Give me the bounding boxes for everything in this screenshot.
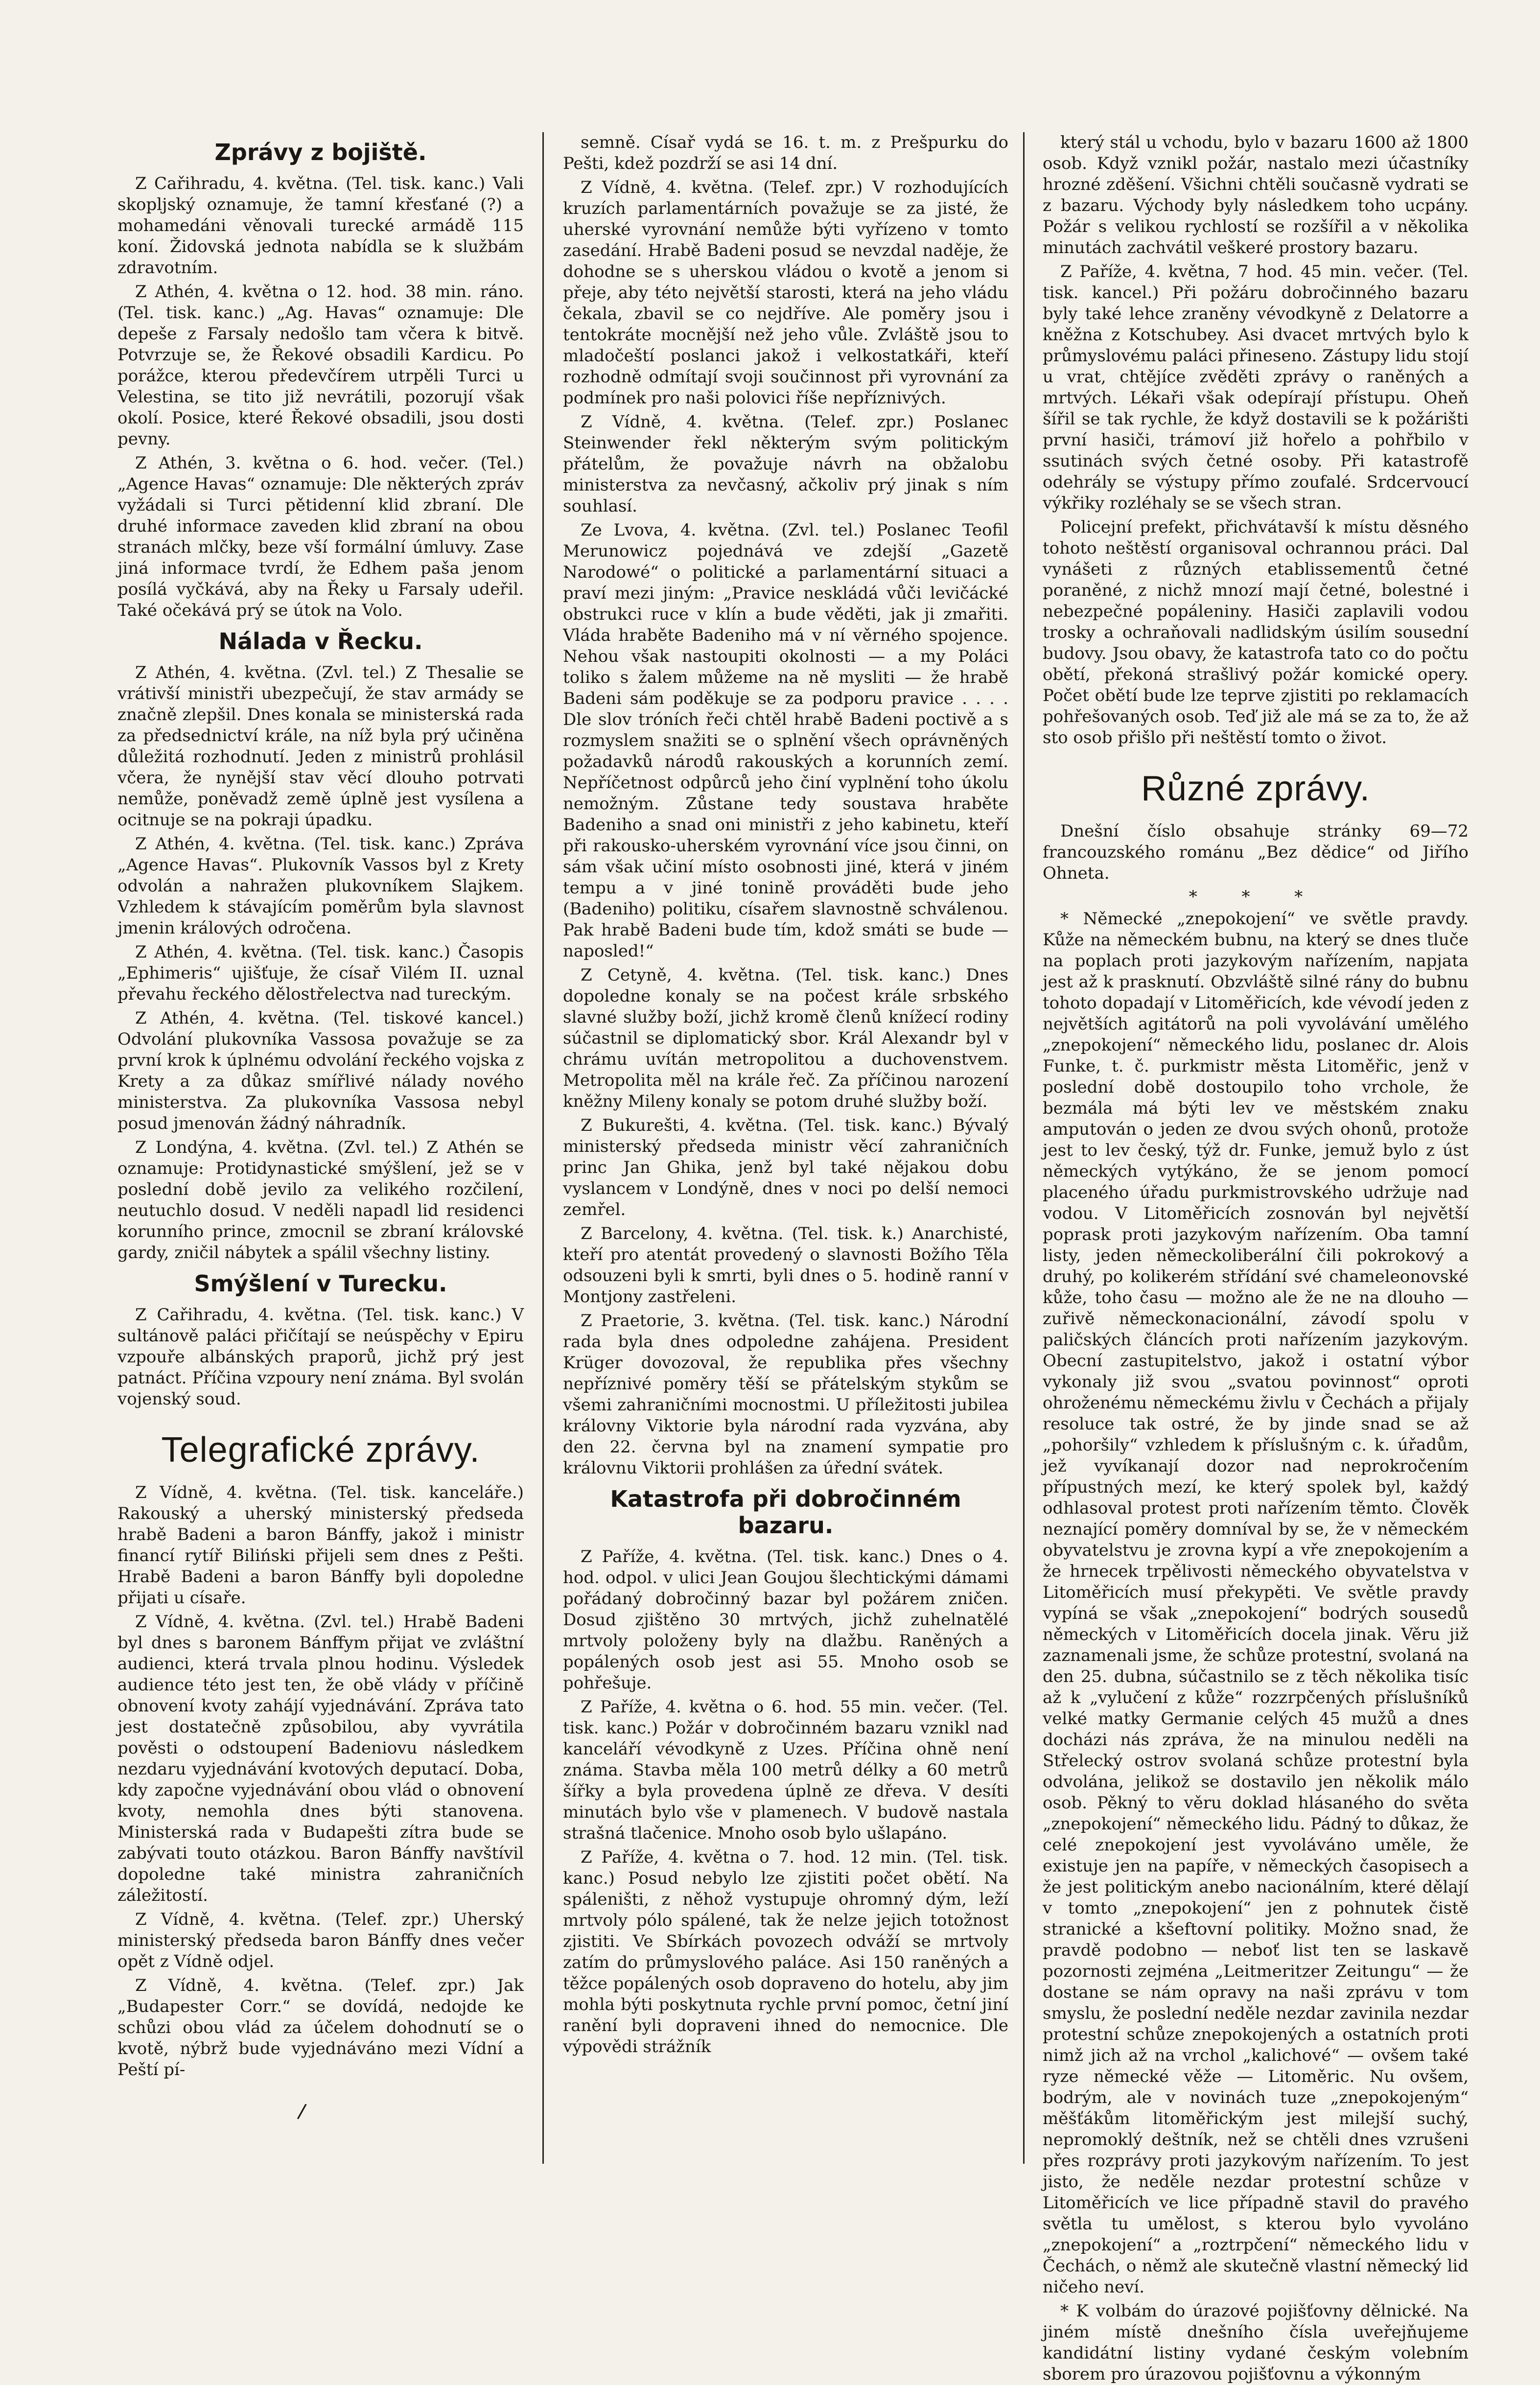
column-divider <box>542 132 544 2164</box>
article-paragraph: Z Vídně, 4. května. (Telef. zpr.) Poslanec Steinwender řekl některým svým politickým přátelům, že považuje návrh na obžalobu ministerstva za nevčasný, ačkoliv prý jinak s ním souhlasí. <box>563 412 1008 516</box>
article-paragraph: Z Bukurešti, 4. května. (Tel. tisk. kanc.) Bývalý ministerský předseda ministr věcí zahraničních princ Jan Ghika, jenž byl také nějakou dobu vyslancem v Londýně, dnes v noci po delší nemoci zemřel. <box>563 1116 1008 1219</box>
article-paragraph: Z Paříže, 4. května, 7 hod. 45 min. večer. (Tel. tisk. kancel.) Při požáru dobročinného bazaru byly také lehce zraněny vévodkyně z Delatorre a kněžna z Kotschubey. Asi dvacet mrtvých bylo k průmyslovému paláci přineseno. Zástupy lidu stojí u vrat, chtějíce zvěděti zprávy o raněných a mrtvých. Lékaři však odepírají přístupu. Oheň šířil se tak rychle, že když dostavili se k požárišti první hasiči, trámoví již hořelo a pohřbilo v ssutinách svých četné osoby. Při katastrofě odehrály se výstupy přímo zoufalé. Srdcervoucí výkřiky rozléhaly se se všech stran. <box>1043 262 1469 513</box>
section-heading: Nálada v Řecku. <box>218 628 423 655</box>
article-paragraph: Z Vídně, 4. května. (Telef. zpr.) Jak „Budapester Corr.“ se dovídá, nedojde ke schůzi obou vlád za účelem dohodnutí se o kvotě, nýbrž bude vyjednáváno mezi Vídní a Peští pí- <box>117 1976 524 2080</box>
article-paragraph: Z Athén, 4. května. (Tel. tisk. kanc.) Časopis „Ephimeris“ ujišťuje, že císař Vilém II. uznal převahu řeckého dělostřelectva nad tureckým. <box>117 942 524 1004</box>
article-paragraph: Z Paříže, 4. května. (Tel. tisk. kanc.) Dnes o 4. hod. odpol. v ulici Jean Goujou šlechtickými dámami pořádaný dobročinný bazar byl požárem zničen. Dosud zjištěno 30 mrtvých, jichž zuhelnatělé mrtvoly položeny byly na dlažbu. Raněných a popálených osob jest asi 55. Mnoho osob se pohřešuje. <box>563 1547 1008 1693</box>
article-paragraph: Z Cařihradu, 4. května. (Tel. tisk. kanc.) V sultánově paláci přičítají se neúspěchy v Epiru vzpouře albánských praporů, jichž prý jest patnáct. Příčina vzpoury není známa. Byl svolán vojenský soud. <box>117 1305 524 1409</box>
article-paragraph: Dnešní číslo obsahuje stránky 69—72 francouzského románu „Bez dědice“ od Jiřího Ohneta. <box>1043 821 1469 883</box>
article-paragraph: * Německé „znepokojení“ ve světle pravdy. Kůže na německém bubnu, na který se dnes tluče na poplach proti jazykovým nařízením, napjata jest až k prasknutí. Obzvláště silné rány do bubnu tohoto dopadají v Litoměřicích, kde vévodí jeden z největších agitátorů na poli vyvolávání umělého „znepokojení“ německého lidu, poslanec dr. Alois Funke, t. č. purkmistr města Litoměřic, jenž v poslední době dostoupilo toho vrchole, že bezmála má býti lev ve městském znaku amputován o jeden ze dvou svých ohonů, protože jest to lev český, týž dr. Funke, jemuž bylo z úst německých vytýkáno, že se jenom pomocí placeného úřadu purkmistrovského udržuje nad vodou. V Litoměřicích zosnován byl největší poprask proti jazykovým nařízením. Oba tamní listy, jeden německoliberální čili pokrokový a druhý, po kolikerém střídání své chameleonovské kůže, toho času — možno ale že ne na dlouho — zuřivě německonacionální, závodí spolu v paličských článcích proti nařízením jazykovým. Obecní zastupitelstvo, jakož i ostatní výbor vykonaly již svou „svatou povinnost“ oproti ohroženému německému živlu v Čechách a přijaly resoluce tak ostré, že by jinde snad se až „pohoršily“ vzhledem k příslušným c. k. úřadům, jež vyvíkanají dozor nad neprokročením přípustných mezí, ke který spolek byl, každý odhlasoval protest proti nařízením těmto. Člověk neznající poměry domníval by se, že v německém obyvatelstvu je zrovna kypí a vře znepokojením a že hrnecek trpělivosti německého obyvatelstva v Litoměřicích musí překypěti. Ve světle pravdy vypíná se však „znepokojení“ bodrých sousedů německých v Litoměřicích docela jinak. Věru již zaznamenali jsme, že schůze protestní, svolaná na den 25. dubna, súčastnilo se z těch několika tisíc až k „vylučení z kůže“ rozzrpčených příslušníků velké matky Germanie celých 45 mužů a dnes docházi nás zpráva, že na minulou neděli na Střelecký ostrov svolaná schůze protestní byla odvolána, jelikož se dostavilo jen několik málo osob. Pěkný to věru doklad hlásaného do světa „znepokojení“ německého lidu. Pádný to důkaz, že celé znepokojení jest vyvoláváno uměle, že existuje jen na papíře, v německých časopisech a že jest politickým anebo nacionálním, které dělají v tomto „znepokojení“ jen z pohnutek čistě stranické a kšeftovní politiky. Možno snad, že pravdě podobno — neboť list ten se laskavě pozornosti zejména „Leitmeritzer Zeitungu“ — že dostane se nám opravy na naši zprávu v tom smyslu, že poslední neděle nezdar zavinila nezdar protestní schůze znepokojených a ostatních proti nimž jich až na vrchol „kalichové“ — ovšem také ryze německé věže — Litoměric. Nu ovšem, bodrým, ale v novinách tuze „znepokojeným“ měšťákům litoměřickým jest milejší suchý, nepromoklý deštník, než se chtěli dnes vzrušeni přes rozprávy proti jazykovým nařízením. To jest jisto, že neděle nezdar protestní schůze v Litoměřicích ve lice případně stavil do pravého světla tu umělost, s kterou bylo vyvoláno „znepokojení“ a „roztrpčení“ německého lidu v Čechách, o němž ale skutečně vlastní německý lid ničeho neví. <box>1043 909 1469 2297</box>
article-paragraph: Z Vídně, 4. května. (Zvl. tel.) Hrabě Badeni byl dnes s baronem Bánffym přijat ve zvláštní audienci, která trvala plnou hodinu. Výsledek audience této jest ten, že obě vlády v příčině obnovení kvoty zahájí vyjednávání. Zpráva tato jest dostatečně způsobilou, aby vyvrátila pověsti o odstoupení Badeniovu následkem nezdaru vyjednávání kvotových deputací. Doba, kdy započne vyjednávání obou vlád o obnovení kvoty, nemohla dnes býti stanovena. Ministerská rada v Budapešti zítra bude se zabývati touto otázkou. Baron Bánffy navštívil dopoledne také ministra zahraničních záležitostí. <box>117 1612 524 1905</box>
asterism-separator: * * * <box>1189 887 1323 907</box>
article-paragraph: semně. Císař vydá se 16. t. m. z Prešpurku do Pešti, kdež pozdrží se asi 14 dní. <box>563 133 1008 173</box>
article-paragraph: Z Vídně, 4. května. (Tel. tisk. kanceláře.) Rakouský a uherský ministerský předseda hrabě Badeni a baron Bánffy, jakož i ministr financí rytíř Biliński přijeli sem dnes z Pešti. Hrabě Badeni a baron Bánffy byli dopoledne přijati u císaře. <box>117 1483 524 1608</box>
newspaper-page <box>117 132 1469 2384</box>
section-heading: Katastrofa při dobročinném bazaru. <box>610 1486 961 1539</box>
article-paragraph: Ze Lvova, 4. května. (Zvl. tel.) Poslanec Teofil Merunowicz pojednává ve zdejší „Gazetě Narodowé“ o politické a parlamentární situaci a praví mezi jiným: „Pravice neskládá vůči levičácké obstrukci ruce v klín a bude věděti, jak ji zmařiti. Vláda hraběte Badeniho má v ní věrného spojence. Nehou však nastoupiti okolnosti — a my Poláci toliko s žalem můžeme na ně mysliti — že hrabě Badeni sám poděkuje se za podporu pravice . . . . Dle slov tróních řeči chtěl hrabě Badeni poctivě a s rozmyslem snažiti se o splnění všech oprávněných požadavků národů rakouských a korunních zemí. Nepříčetnost odpůrců jeho činí vyplnění toho úkolu nemožným. Zůstane tedy soustava hraběte Badeniho a snad oni ministři z jeho kabinetu, kteří při rakousko-uherském vyrovnání více jsou činni, on sám však učiní místo osobnosti jiné, která v jiném tempu a v jiné tonině prováděti bude jeho (Badeniho) politiku, císařem slavnostně schválenou. Pak hrabě Badeni bude tím, kdož smáti se bude — naposled!“ <box>563 520 1008 961</box>
article-paragraph: Z Athén, 4. května. (Tel. tisk. kanc.) Zpráva „Agence Havas“. Plukovník Vassos byl z Krety odvolán a nahražen plukovníkem Slajkem. Vzhledem k stávajícím poměrům byla slavnost jmenin králových odročena. <box>117 834 524 938</box>
article-paragraph: Z Barcelony, 4. května. (Tel. tisk. k.) Anarchisté, kteří pro atentát provedený o slavnosti Božího Těla odsouzeni byli k smrti, byli dnes o 5. hodině ranní v Montjony zastřeleni. <box>563 1224 1008 1307</box>
column-left <box>117 132 524 2164</box>
article-paragraph: Z Athén, 4. května o 12. hod. 38 min. ráno. (Tel. tisk. kanc.) „Ag. Havas“ oznamuje: Dle depeše z Farsaly nedošlo tam včera k bitvě. Potvrzuje se, že Řekové obsadili Kardicu. Po porážce, kterou předevčírem utrpěli Turci u Velestina, se tito již nevrátili, pozorují však okolí. Posice, které Řekové obsadili, jsou dosti pevny. <box>117 282 524 449</box>
article-paragraph: Z Cetyně, 4. května. (Tel. tisk. kanc.) Dnes dopoledne konaly se na počest krále srbského slavné služby boží, jichž kromě členů knížecí rodiny súčastnil se diplomatický sbor. Král Alexandr byl v chrámu uvítán metropolitou a duchovenstvem. Metropolita měl na krále řeč. Za příčinou narození kněžny Mileny konaly se potom druhé služby boží. <box>563 965 1008 1111</box>
column-divider <box>1023 132 1025 2164</box>
article-paragraph: * K volbám do úrazové pojišťovny dělnické. Na jiném místě dnešního čísla uveřejňujeme kandidátní listiny vydané českým volebním sborem pro úrazovou pojišťovnu a výkonným <box>1043 2301 1469 2384</box>
article-paragraph: Z Paříže, 4. května o 7. hod. 12 min. (Tel. tisk. kanc.) Posud nebylo lze zjistiti počet obětí. Na spáleništi, z něhož vystupuje ohromný dým, leží mrtvoly pólo spálené, tak že nelze jejich totožnost zjistiti. Ve Sbírkách povozech odváží se mrtvoly zatím do průmyslového paláce. Asi 150 raněných a těžce popálených osob dopraveno do hotelu, aby jim mohla býti poskytnuta rychle první pomoc, četní jiní ranění byli dopraveni ihned do nemocnice. Dle výpovědi strážník <box>563 1847 1008 2057</box>
article-paragraph: Z Vídně, 4. května. (Telef. zpr.) Uherský ministerský předseda baron Bánffy dnes večer opět z Vídně odjel. <box>117 1910 524 1971</box>
section-title: Různé zprávy. <box>1141 769 1370 808</box>
article-paragraph: Policejní prefekt, přichvátavší k místu děsného tohoto neštěstí organisoval ochrannou práci. Dal vynášeti z různých etablissementů četné poraněné, z nichž mnozí mají četné, bolestné i nebezpečné popáleniny. Hasiči zaplavili vodou trosky a ochraňovali nadlidským úsilím sousední budovy. Jsou obavy, že katastrofa tato co do počtu obětí, překoná strašlivý požár komické opery. Počet obětí bude lze teprve zjistiti po reklamacích pohřešovaných osob. Teď již ale má se za to, že až sto osob přišlo při neštěstí tomto o život. <box>1043 517 1469 748</box>
article-paragraph: Z Londýna, 4. května. (Zvl. tel.) Z Athén se oznamuje: Protidynastické smýšlení, jež se v poslední době jevilo za velikého rozčilení, neutuchlo dosud. V neděli napadl lid residenci korunního prince, zmocnil se zbraní královské gardy, zničil nábytek a spálil všechny listiny. <box>117 1138 524 1263</box>
article-paragraph: Z Athén, 3. května o 6. hod. večer. (Tel.) „Agence Havas“ oznamuje: Dle některých zpráv vyžádali si Turci pětidenní klid zbraní. Dle druhé informace zaveden klid zbraní na obou stranách mlčky, beze vší formální úmluvy. Zase jiná informace tvrdí, že Edhem paša jenom posílá vyčkává, aby na Řeky u Farsaly udeřil. Také očekává prý se útok na Volo. <box>117 453 524 620</box>
column-middle <box>563 132 1008 2164</box>
article-paragraph: Z Athén, 4. května. (Zvl. tel.) Z Thesalie se vrátivší ministři ubezpečují, že stav armády se značně zlepšil. Dnes konala se ministerská rada za předsednictví krále, na níž byla prý učiněna důležitá rozhodnutí. Jeden z ministrů prohlásil včera, že nynější stav věcí dlouho potrvati nemůže, poněvadž země úplně jest vysílena a ocitnuje se na pokraji úpadku. <box>117 663 524 830</box>
pencil-mark: / <box>296 2100 308 2123</box>
article-paragraph: Z Cařihradu, 4. května. (Tel. tisk. kanc.) Vali skopljský oznamuje, že tamní křesťané (?) a mohamedáni věnovali turecké armádě 115 koní. Židovská jednota nabídla se k službám zdravotním. <box>117 174 524 278</box>
article-paragraph: který stál u vchodu, bylo v bazaru 1600 až 1800 osob. Když vznikl požár, nastalo mezi účastníky hrozné zděšení. Všichni chtěli současně vydrati se z bazaru. Východy byly následkem toho ucpány. Požár s velikou rychlostí se rozšířil a v několika minutách zachvátil veškeré prostory bazaru. <box>1043 133 1469 257</box>
section-heading: Zprávy z bojiště. <box>214 139 427 165</box>
column-right <box>1043 132 1469 2384</box>
section-title: Telegrafické zprávy. <box>161 1430 480 1470</box>
article-paragraph: Z Paříže, 4. května o 6. hod. 55 min. večer. (Tel. tisk. kanc.) Požár v dobročinném bazaru vznikl nad kanceláří vévodkyně z Uzes. Příčina ohně není známa. Stavba měla 100 metrů délky a 60 metrů šířky a byla provedena úplně ze dřeva. V desíti minutách bylo vše v plamenech. V budově nastala strašná tlačenice. Mnoho osob bylo ušlapáno. <box>563 1697 1008 1843</box>
article-paragraph: Z Athén, 4. května. (Tel. tiskové kancel.) Odvolání plukovníka Vassosa považuje se za první krok k úplnému odvolání řeckého vojska z Krety a za důkaz smířlivé nálady nového ministerstva. Za plukovníka Vassosa nebyl posud jmenován žádný náhradník. <box>117 1008 524 1133</box>
article-paragraph: Z Vídně, 4. května. (Telef. zpr.) V rozhodujících kruzích parlamentárních považuje se za jisté, že uherské vyrovnání nemůže býti vyřízeno v tomto zasedání. Hrabě Badeni posud se nevzdal naděje, že dohodne se s uherskou vládou o kvotě a jenom si přeje, aby této největší starosti, která na jeho vládu čekala, zbavil se co nejdříve. Ale poměry jsou i tentokráte mocnější než jeho vůle. Zvláště jsou to mladočeští poslanci jakož i velkostatkáři, kteří rozhodně odmítají svoji součinnost při vyrovnání za podmínek pro naši polovici říše nepříznivých. <box>563 178 1008 408</box>
article-paragraph: Z Praetorie, 3. května. (Tel. tisk. kanc.) Národní rada byla dnes odpoledne zahájena. President Krüger dovozoval, že republika přes všechny nepříznivé poměry těší se přátelským stykům se všemi zahraničními mocnostmi. U příležitosti jubilea královny Viktorie byla národní rada vyzvána, aby den 22. června byl na znamení sympatie pro královnu Viktorii prohlášen za úřední svátek. <box>563 1311 1008 1478</box>
section-heading: Smýšlení v Turecku. <box>194 1270 447 1297</box>
